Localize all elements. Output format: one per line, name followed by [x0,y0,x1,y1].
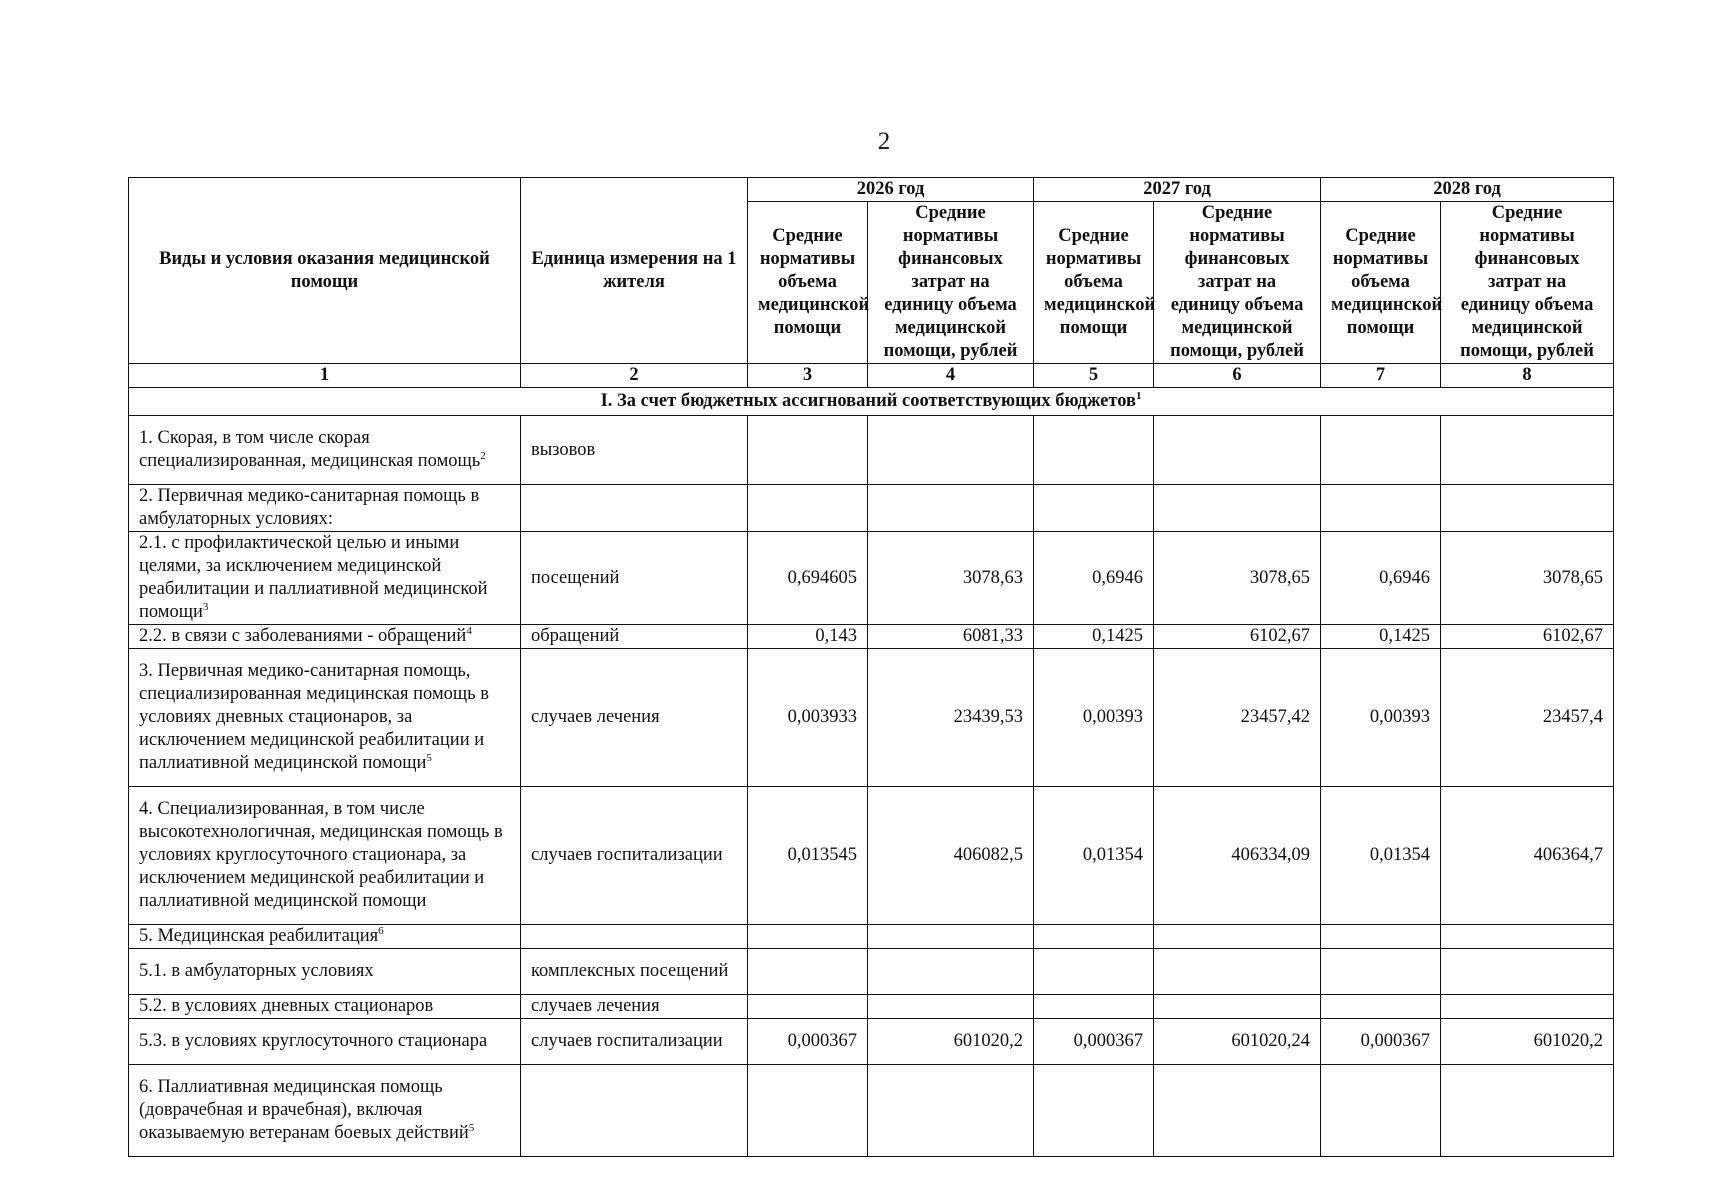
value-cell: 0,00393 [1321,649,1441,787]
value-cell [1441,485,1614,532]
table-row [129,532,1614,625]
value-cell [748,485,868,532]
header-volume: Средние нормативы объема медицинской помощи [748,202,868,364]
row-name: 3. Первичная медико-санитарная помощь, специализированная медицинская помощь в условиях дневных стационаров, за исключением медицинской реабилитации и паллиативной медицинской помощи$^5$ [129,649,521,787]
value-cell [1154,1065,1321,1157]
column-number: 8 [1441,364,1614,388]
value-cell: 0,013545 [748,787,868,925]
value-cell: 0,694605 [748,532,868,625]
value-cell: 0,01354 [1034,787,1154,925]
column-number: 1 [129,364,521,388]
value-cell: 406364,7 [1441,787,1614,925]
value-cell [1034,416,1154,485]
table-row [129,995,1614,1019]
value-cell [1321,416,1441,485]
norms-table [128,177,1614,1157]
value-cell: 0,01354 [1321,787,1441,925]
table-row [129,949,1614,995]
header-year-2026: 2026 год [748,178,1034,202]
value-cell: 23457,42 [1154,649,1321,787]
table-row [129,925,1614,949]
row-name: 5.3. в условиях круглосуточного стационара [129,1019,521,1065]
table-row [129,625,1614,649]
value-cell: 406334,09 [1154,787,1321,925]
value-cell [1034,995,1154,1019]
table-row [129,485,1614,532]
value-cell [1154,485,1321,532]
value-cell: 6081,33 [868,625,1034,649]
header-volume: Средние нормативы объема медицинской помощи [1034,202,1154,364]
value-cell [1321,485,1441,532]
value-cell [1034,1065,1154,1157]
row-name: 6. Паллиативная медицинская помощь (доврачебная и врачебная), включая оказываемую ветеранам боевых действий$^5$ [129,1065,521,1157]
table-row [129,416,1614,485]
header-unit: Единица измерения на 1 жителя [521,178,748,364]
column-number: 4 [868,364,1034,388]
header-year-2027: 2027 год [1034,178,1321,202]
header-cost: Средние нормативы финансовых затрат на единицу объема медицинской помощи, рублей [868,202,1034,364]
value-cell: 3078,65 [1154,532,1321,625]
row-unit: комплексных посещений [521,949,748,995]
value-cell: 0,143 [748,625,868,649]
value-cell [868,416,1034,485]
value-cell [1321,949,1441,995]
column-number: 6 [1154,364,1321,388]
value-cell: 6102,67 [1441,625,1614,649]
value-cell [1441,995,1614,1019]
header-cost: Средние нормативы финансовых затрат на единицу объема медицинской помощи, рублей [1441,202,1614,364]
value-cell [1154,995,1321,1019]
value-cell: 6102,67 [1154,625,1321,649]
row-unit [521,1065,748,1157]
value-cell [1321,995,1441,1019]
row-unit: случаев лечения [521,995,748,1019]
row-unit [521,925,748,949]
row-unit: обращений [521,625,748,649]
section-title: I. За счет бюджетных ассигнований соответствующих бюджетов$^1$ [129,388,1614,416]
value-cell: 0,003933 [748,649,868,787]
table-row [129,1065,1614,1157]
value-cell: 0,00393 [1034,649,1154,787]
row-unit: случаев лечения [521,649,748,787]
row-unit: случаев госпитализации [521,1019,748,1065]
value-cell: 0,000367 [748,1019,868,1065]
value-cell: 3078,65 [1441,532,1614,625]
value-cell [1441,416,1614,485]
value-cell [1034,485,1154,532]
row-name: 1. Скорая, в том числе скорая специализированная, медицинская помощь$^2$ [129,416,521,485]
table-row [129,649,1614,787]
table-row [129,1019,1614,1065]
value-cell [868,949,1034,995]
value-cell: 601020,2 [868,1019,1034,1065]
value-cell [748,416,868,485]
page-number: 2 [877,128,891,155]
value-cell [1441,925,1614,949]
value-cell [1154,925,1321,949]
value-cell: 0,1425 [1321,625,1441,649]
value-cell [868,925,1034,949]
value-cell: 3078,63 [868,532,1034,625]
header-cost: Средние нормативы финансовых затрат на единицу объема медицинской помощи, рублей [1154,202,1321,364]
column-number: 3 [748,364,868,388]
row-name: 2.2. в связи с заболеваниями - обращений$^4$ [129,625,521,649]
value-cell [748,925,868,949]
row-unit: случаев госпитализации [521,787,748,925]
value-cell [1321,925,1441,949]
row-unit: посещений [521,532,748,625]
value-cell: 601020,24 [1154,1019,1321,1065]
value-cell [748,995,868,1019]
value-cell [1034,925,1154,949]
row-name: 2.1. с профилактической целью и иными целями, за исключением медицинской реабилитации и паллиативной медицинской помощи$^3$ [129,532,521,625]
value-cell: 0,6946 [1034,532,1154,625]
column-number: 7 [1321,364,1441,388]
row-name: 5.2. в условиях дневных стационаров [129,995,521,1019]
value-cell [1154,416,1321,485]
value-cell [1154,949,1321,995]
value-cell [1321,1065,1441,1157]
header-volume: Средние нормативы объема медицинской помощи [1321,202,1441,364]
value-cell [1441,1065,1614,1157]
header-year-2028: 2028 год [1321,178,1614,202]
row-unit: вызовов [521,416,748,485]
value-cell: 0,1425 [1034,625,1154,649]
row-name: 4. Специализированная, в том числе высокотехнологичная, медицинская помощь в условиях круглосуточного стационара, за исключением медицинской реабилитации и паллиативной медицинской помощи [129,787,521,925]
row-name: 5.1. в амбулаторных условиях [129,949,521,995]
value-cell: 23439,53 [868,649,1034,787]
value-cell: 0,000367 [1034,1019,1154,1065]
value-cell [748,949,868,995]
column-number: 2 [521,364,748,388]
header-type: Виды и условия оказания медицинской помощи [129,178,521,364]
column-number: 5 [1034,364,1154,388]
value-cell: 23457,4 [1441,649,1614,787]
table-row [129,787,1614,925]
row-name: 5. Медицинская реабилитация$^6$ [129,925,521,949]
value-cell: 0,000367 [1321,1019,1441,1065]
value-cell: 0,6946 [1321,532,1441,625]
value-cell [868,1065,1034,1157]
value-cell [1441,949,1614,995]
value-cell [868,995,1034,1019]
value-cell [868,485,1034,532]
value-cell: 601020,2 [1441,1019,1614,1065]
value-cell [748,1065,868,1157]
value-cell: 406082,5 [868,787,1034,925]
row-name: 2. Первичная медико-санитарная помощь в амбулаторных условиях: [129,485,521,532]
row-unit [521,485,748,532]
value-cell [1034,949,1154,995]
